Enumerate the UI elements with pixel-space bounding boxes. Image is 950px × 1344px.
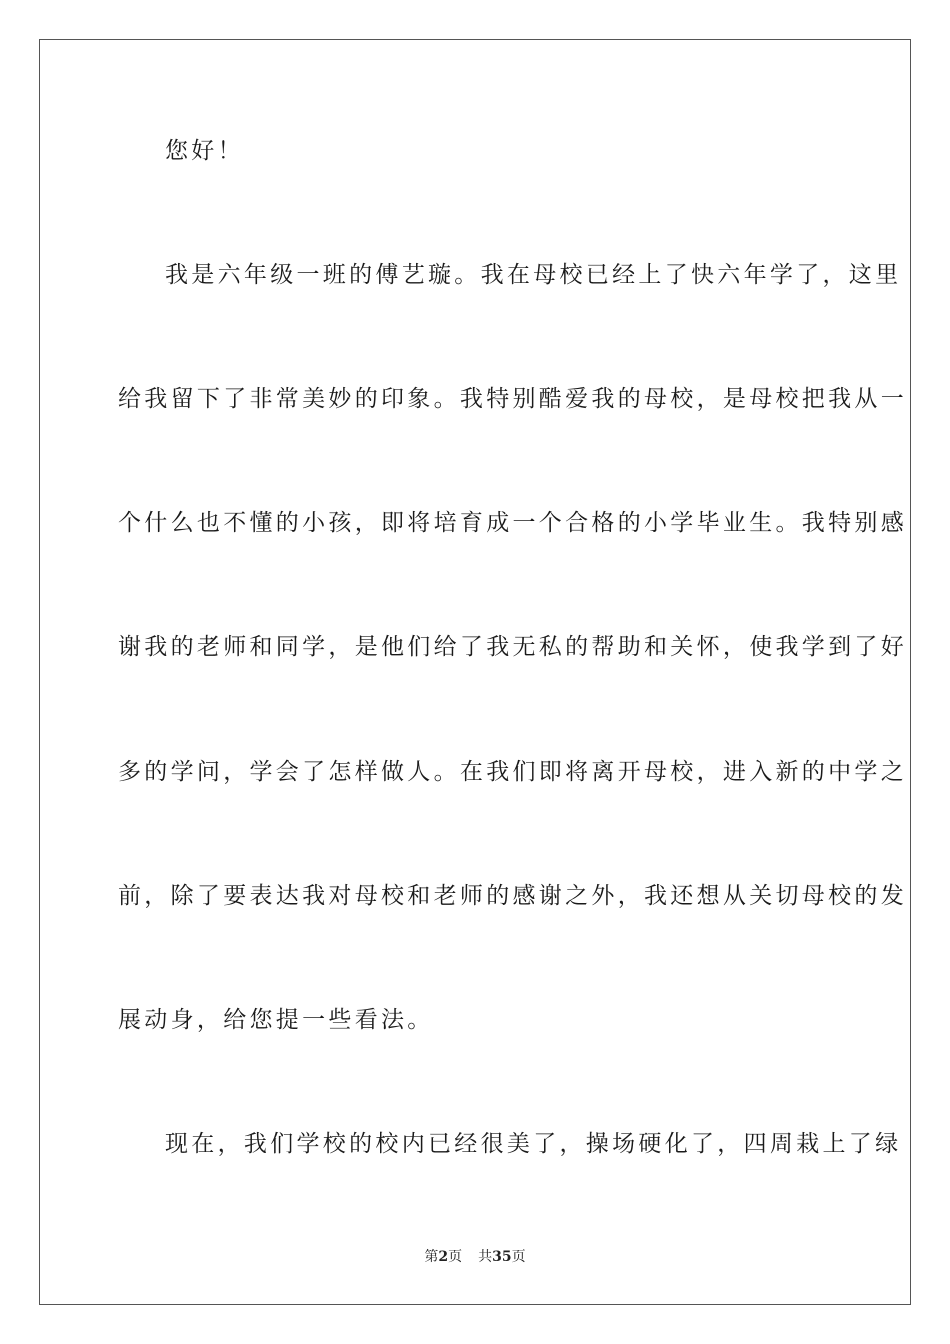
page-frame [39, 39, 911, 1305]
paragraph-line: 现在，我们学校的校内已经很美了，操场硬化了，四周栽上了绿 [165, 1131, 902, 1157]
paragraph-line: 我是六年级一班的傅艺璇。我在母校已经上了快六年学了，这里 [165, 262, 902, 288]
paragraph-line: 前，除了要表达我对母校和老师的感谢之外，我还想从关切母校的发 [118, 883, 907, 909]
total-pages: 35 [492, 1249, 512, 1265]
paragraph-line: 个什么也不懂的小孩，即将培育成一个合格的小学毕业生。我特别感 [118, 510, 907, 536]
page-number: 2 [438, 1249, 449, 1265]
page-suffix: 页 [448, 1249, 463, 1265]
page-prefix: 第 [424, 1249, 439, 1265]
total-suffix: 页 [511, 1249, 526, 1265]
paragraph-line: 谢我的老师和同学，是他们给了我无私的帮助和关怀，使我学到了好 [118, 634, 907, 660]
paragraph-line: 给我留下了非常美妙的印象。我特别酷爱我的母校，是母校把我从一 [118, 386, 907, 412]
paragraph-line: 多的学问，学会了怎样做人。在我们即将离开母校，进入新的中学之 [118, 759, 907, 785]
total-prefix: 共 [478, 1249, 493, 1265]
page-footer [0, 1248, 950, 1266]
paragraph-line: 展动身，给您提一些看法。 [118, 1007, 434, 1033]
greeting-line: 您好！ [165, 138, 244, 164]
